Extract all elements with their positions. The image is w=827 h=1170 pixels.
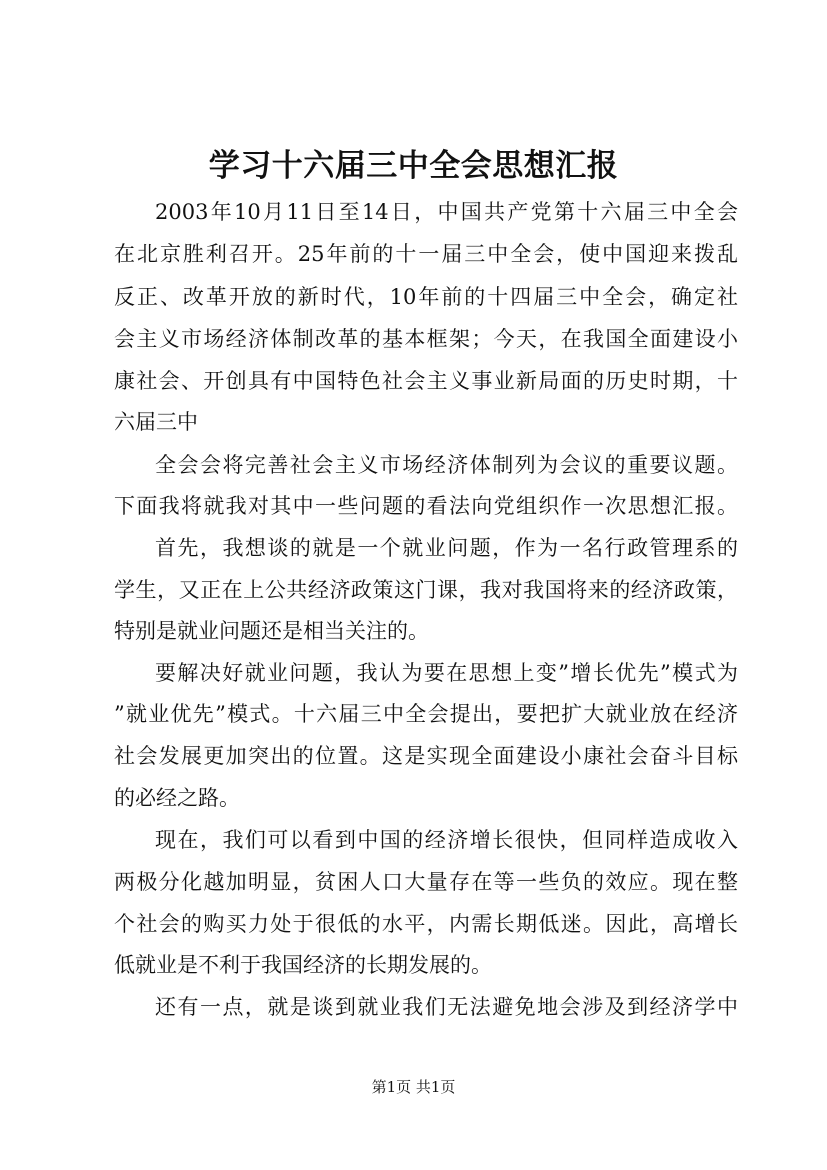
paragraph-line: 全会会将完善社会主义市场经济体制列为会议的重要议题。 — [155, 453, 738, 477]
paragraph-line: 六届三中 — [114, 410, 198, 434]
paragraph-line: 特别是就业问题还是相当关注的。 — [114, 619, 429, 643]
paragraph-line: 首先，我想谈的就是一个就业问题，作为一名行政管理系的 — [155, 536, 738, 560]
paragraph-line: ”就业优先”模式。十六届三中全会提出，要把扩大就业放在经济 — [114, 702, 738, 726]
paragraph-line: 社会发展更加突出的位置。这是实现全面建设小康社会奋斗目标 — [114, 744, 738, 768]
paragraph-line: 低就业是不利于我国经济的长期发展的。 — [114, 953, 492, 977]
paragraph-line: 学生，又正在上公共经济政策这门课，我对我国将来的经济政策， — [114, 578, 738, 602]
paragraph-line: 2003年10月11日至14日，中国共产党第十六届三中全会 — [155, 200, 738, 224]
paragraph-line: 下面我将就我对其中一些问题的看法向党组织作一次思想汇报。 — [114, 494, 738, 518]
paragraph-line: 反正、改革开放的新时代，10年前的十四届三中全会，确定社 — [114, 285, 738, 309]
paragraph-line: 个社会的购买力处于很低的水平，内需长期低迷。因此，高增长 — [114, 912, 738, 936]
page-footer: 第1页 共1页 — [371, 1078, 456, 1096]
paragraph-line: 现在，我们可以看到中国的经济增长很快，但同样造成收入 — [155, 828, 738, 852]
paragraph-line: 两极分化越加明显，贫困人口大量存在等一些负的效应。现在整 — [114, 870, 738, 894]
paragraph-line: 要解决好就业问题，我认为要在思想上变”增长优先”模式为 — [155, 661, 738, 685]
page-title: 学习十六届三中全会思想汇报 — [208, 148, 619, 184]
paragraph-line: 还有一点，就是谈到就业我们无法避免地会涉及到经济学中 — [155, 995, 738, 1019]
paragraph-line: 的必经之路。 — [114, 786, 240, 810]
paragraph-line: 会主义市场经济体制改革的基本框架；今天，在我国全面建设小 — [114, 327, 738, 351]
paragraph-line: 康社会、开创具有中国特色社会主义事业新局面的历史时期，十 — [114, 369, 738, 393]
paragraph-line: 在北京胜利召开。25年前的十一届三中全会，使中国迎来拨乱 — [114, 242, 738, 266]
